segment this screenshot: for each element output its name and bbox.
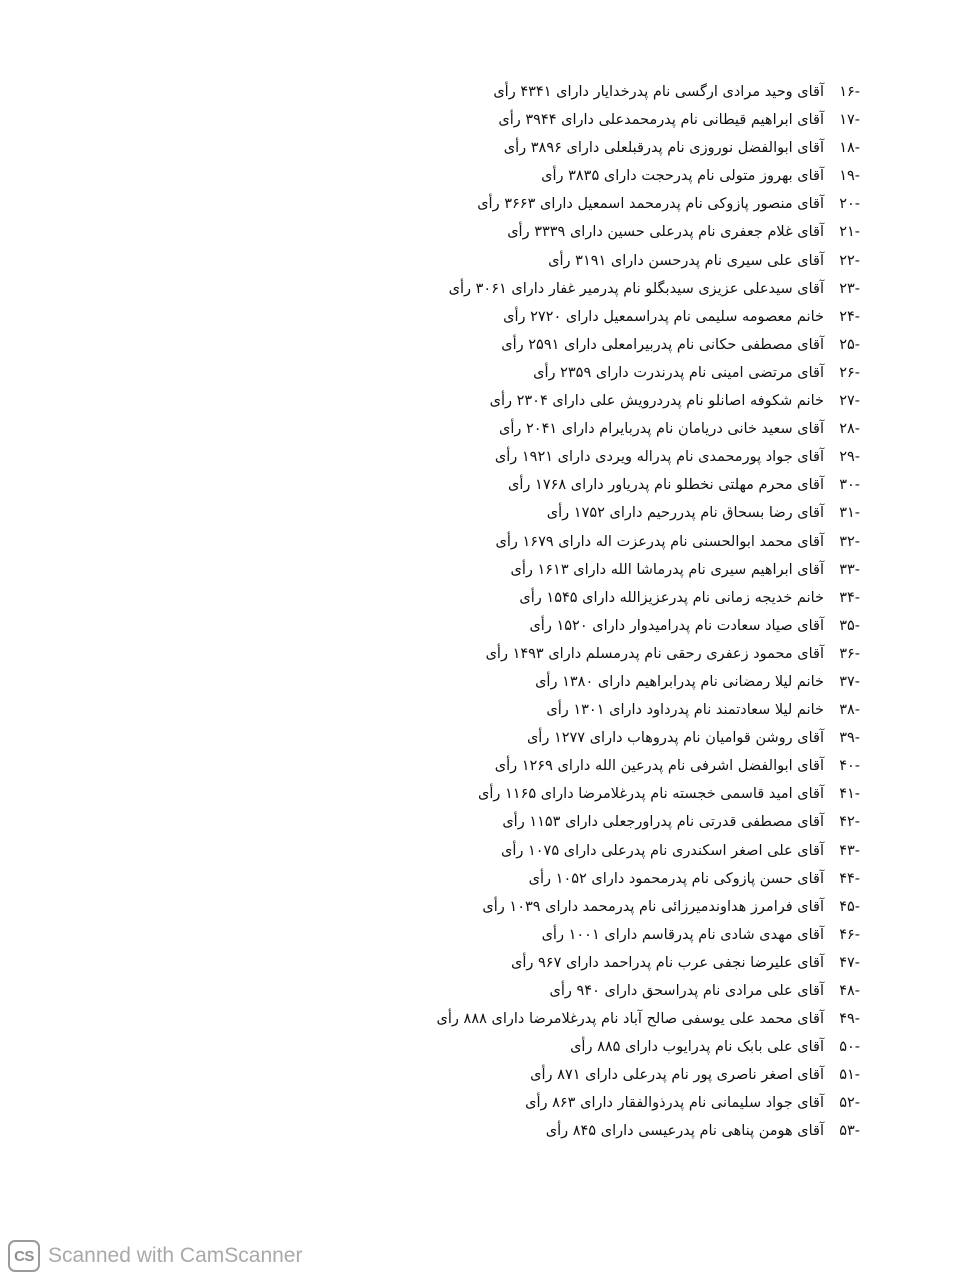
list-item — [300, 1117, 860, 1145]
list-item-number: -۴۰ — [839, 758, 860, 775]
list-item-number: -۵۲ — [839, 1095, 860, 1112]
list-item-text: آقای ابوالفضل نوروزی نام پدرقبلعلی دارای ۳۸۹۶ رأی — [503, 140, 824, 157]
list-item-number: -۳۱ — [839, 505, 860, 522]
list-item — [300, 78, 860, 106]
list-item-number: -۵۳ — [839, 1123, 860, 1140]
list-item-number: -۳۹ — [839, 730, 860, 747]
list-item-text: آقای امید قاسمی خجسته نام پدرغلامرضا دارای ۱۱۶۵ رأی — [478, 786, 824, 803]
list-item — [300, 162, 860, 190]
list-item-text: آقای سیدعلی عزیزی سیدبگلو نام پدرمیر غفار دارای ۳۰۶۱ رأی — [448, 280, 824, 297]
list-item-text: آقای محمد ابوالحسنی نام پدرعزت اله دارای ۱۶۷۹ رأی — [495, 533, 824, 550]
list-item-text: آقای حسن پازوکی نام پدرمحمود دارای ۱۰۵۲ رأی — [528, 870, 824, 887]
list-item — [300, 977, 860, 1005]
list-item — [300, 275, 860, 303]
list-item-text: آقای ابوالفضل اشرفی نام پدرعین الله دارای ۱۲۶۹ رأی — [494, 758, 824, 775]
list-item — [300, 331, 860, 359]
list-item-text: آقای وحید مرادی ارگسی نام پدرخدایار دارای ۴۳۴۱ رأی — [493, 84, 824, 100]
list-item-number: -۴۴ — [839, 870, 860, 887]
list-item-number: -۱۸ — [839, 140, 860, 157]
watermark-text: Scanned with CamScanner — [48, 1244, 303, 1267]
list-item — [300, 865, 860, 893]
list-item — [300, 893, 860, 921]
list-item-text: خانم لیلا رمضانی نام پدرابراهیم دارای ۱۳۸۰ رأی — [535, 673, 824, 690]
list-item — [300, 668, 860, 696]
list-item-number: -۴۳ — [839, 842, 860, 859]
list-item-text: آقای جواد پورمحمدی نام پدراله ویردی دارای ۱۹۲۱ رأی — [494, 449, 824, 466]
list-item-text: آقای فرامرز هداوندمیرزائی نام پدرمحمد دارای ۱۰۳۹ رأی — [482, 898, 824, 915]
list-item-number: -۴۸ — [839, 983, 860, 999]
list-item-text: آقای محرم مهلتی نخطلو نام پدریاور دارای ۱۷۶۸ رأی — [508, 477, 824, 494]
list-item-number: -۲۰ — [839, 196, 860, 213]
list-item-number: -۴۲ — [839, 814, 860, 831]
election-results-list — [300, 78, 860, 1146]
list-item — [300, 1033, 860, 1061]
list-item-text: آقای ابراهیم قیطانی نام پدرمحمدعلی دارای ۳۹۴۴ رأی — [498, 112, 824, 129]
list-item — [300, 1089, 860, 1117]
list-item-text: آقای محمد علی یوسفی صالح آباد نام پدرغلامرضا دارای ۸۸۸ رأی — [436, 1011, 824, 1028]
list-item-number: -۳۶ — [839, 645, 860, 662]
camscanner-logo-icon: CS — [8, 1240, 40, 1272]
list-item-text: آقای غلام جعفری نام پدرعلی حسین دارای ۳۳۳۹ رأی — [507, 224, 824, 241]
list-item-number: -۱۹ — [839, 168, 860, 185]
list-item-text: آقای بهروز متولی نام پدرحجت دارای ۳۸۳۵ رأی — [541, 168, 824, 185]
list-item-number: -۲۲ — [839, 252, 860, 269]
list-item-number: -۲۷ — [839, 393, 860, 410]
list-item-text: آقای ابراهیم سیری نام پدرماشا الله دارای ۱۶۱۳ رأی — [510, 561, 824, 578]
list-item-number: -۳۰ — [839, 477, 860, 494]
list-item-text: آقای مصطفی قدرتی نام پدراورجعلی دارای ۱۱۵۳ رأی — [502, 814, 824, 831]
list-item-text: آقای اصغر ناصری پور نام پدرعلی دارای ۸۷۱ رأی — [530, 1067, 824, 1084]
list-item-number: -۳۵ — [839, 617, 860, 634]
list-item-text: آقای منصور پازوکی نام پدرمحمد اسمعیل دارای ۳۶۶۳ رأی — [477, 196, 824, 213]
list-item-text: خانم معصومه سلیمی نام پدراسمعیل دارای ۲۷۲۰ رأی — [503, 308, 824, 325]
list-item — [300, 218, 860, 246]
list-item-text: آقای علی سیری نام پدرحسن دارای ۳۱۹۱ رأی — [548, 252, 824, 269]
list-item-text: آقای مهدی شادی نام پدرقاسم دارای ۱۰۰۱ رأی — [541, 926, 824, 943]
list-item — [300, 134, 860, 162]
list-item — [300, 1061, 860, 1089]
list-item — [300, 837, 860, 865]
list-item-text: آقای رضا بسحاق نام پدررحیم دارای ۱۷۵۲ رأی — [546, 505, 824, 522]
list-item — [300, 387, 860, 415]
list-item-number: -۲۳ — [839, 280, 860, 297]
list-item — [300, 471, 860, 499]
list-item-text: آقای جواد سلیمانی نام پدرذوالفقار دارای ۸۶۳ رأی — [525, 1095, 824, 1112]
list-item-number: -۱۷ — [839, 112, 860, 129]
list-item-number: -۵۱ — [839, 1067, 860, 1084]
list-item — [300, 696, 860, 724]
list-item-text: آقای صیاد سعادت نام پدرامیدوار دارای ۱۵۲۰ رأی — [529, 617, 824, 634]
list-item-text: آقای مرتضی امینی نام پدرندرت دارای ۲۳۵۹ رأی — [533, 364, 824, 381]
list-item — [300, 415, 860, 443]
list-item — [300, 106, 860, 134]
list-item-text: آقای هومن پناهی نام پدرعیسی دارای ۸۴۵ رأی — [545, 1123, 824, 1140]
list-item-text: خانم شکوفه اصانلو نام پدردرویش علی دارای ۲۳۰۴ رأی — [489, 393, 824, 410]
list-item-text: آقای علی مرادی نام پدراسحق دارای ۹۴۰ رأی — [549, 983, 824, 999]
list-item-number: -۲۶ — [839, 364, 860, 381]
list-item — [300, 247, 860, 275]
list-item — [300, 808, 860, 836]
list-item — [300, 190, 860, 218]
list-item — [300, 724, 860, 752]
list-item-number: -۳۷ — [839, 673, 860, 690]
list-item-number: -۳۲ — [839, 533, 860, 550]
list-item-number: -۵۰ — [839, 1039, 860, 1056]
list-item-number: -۴۱ — [839, 786, 860, 803]
list-item-number: -۲۸ — [839, 421, 860, 438]
list-item-number: -۲۱ — [839, 224, 860, 241]
list-item-number: -۴۶ — [839, 926, 860, 943]
list-item — [300, 1005, 860, 1033]
list-item-number: -۳۸ — [839, 702, 860, 719]
list-item — [300, 443, 860, 471]
list-item — [300, 752, 860, 780]
list-item — [300, 303, 860, 331]
list-item-text: آقای روشن قوامیان نام پدروهاب دارای ۱۲۷۷ رأی — [526, 730, 824, 747]
list-item-number: -۲۵ — [839, 336, 860, 353]
list-item-number: -۴۵ — [839, 898, 860, 915]
list-item-number: -۲۹ — [839, 449, 860, 466]
list-item-number: -۳۳ — [839, 561, 860, 578]
list-item-number: -۲۴ — [839, 308, 860, 325]
list-item — [300, 949, 860, 977]
camscanner-watermark — [8, 1236, 302, 1276]
list-item — [300, 584, 860, 612]
list-item — [300, 556, 860, 584]
list-item-text: آقای علی اصغر اسکندری نام پدرعلی دارای ۱۰۷۵ رأی — [500, 842, 824, 859]
list-item — [300, 528, 860, 556]
list-item-text: آقای علی بابک نام پدرایوب دارای ۸۸۵ رأی — [570, 1039, 824, 1056]
list-item — [300, 612, 860, 640]
list-item-text: آقای محمود زعفری رحقی نام پدرمسلم دارای ۱۴۹۳ رأی — [485, 645, 824, 662]
list-item-text: خانم لیلا سعادتمند نام پدرداود دارای ۱۳۰۱ رأی — [546, 702, 824, 719]
list-item-text: آقای مصطفی حکانی نام پدربیرامعلی دارای ۲۵۹۱ رأی — [501, 336, 824, 353]
list-item-text: خانم خدیجه زمانی نام پدرعزیزالله دارای ۱۵۴۵ رأی — [519, 589, 824, 606]
list-item-number: -۴۹ — [839, 1011, 860, 1028]
list-item-text: آقای سعید خانی دریامان نام پدربایرام دارای ۲۰۴۱ رأی — [499, 421, 824, 438]
list-item — [300, 499, 860, 527]
list-item — [300, 780, 860, 808]
list-item — [300, 359, 860, 387]
list-item — [300, 640, 860, 668]
list-item-number: -۳۴ — [839, 589, 860, 606]
list-item-text: آقای علیرضا نجفی عرب نام پدراحمد دارای ۹۶۷ رأی — [511, 954, 824, 971]
list-item-number: -۱۶ — [839, 84, 860, 100]
list-item — [300, 921, 860, 949]
list-item-number: -۴۷ — [839, 954, 860, 971]
